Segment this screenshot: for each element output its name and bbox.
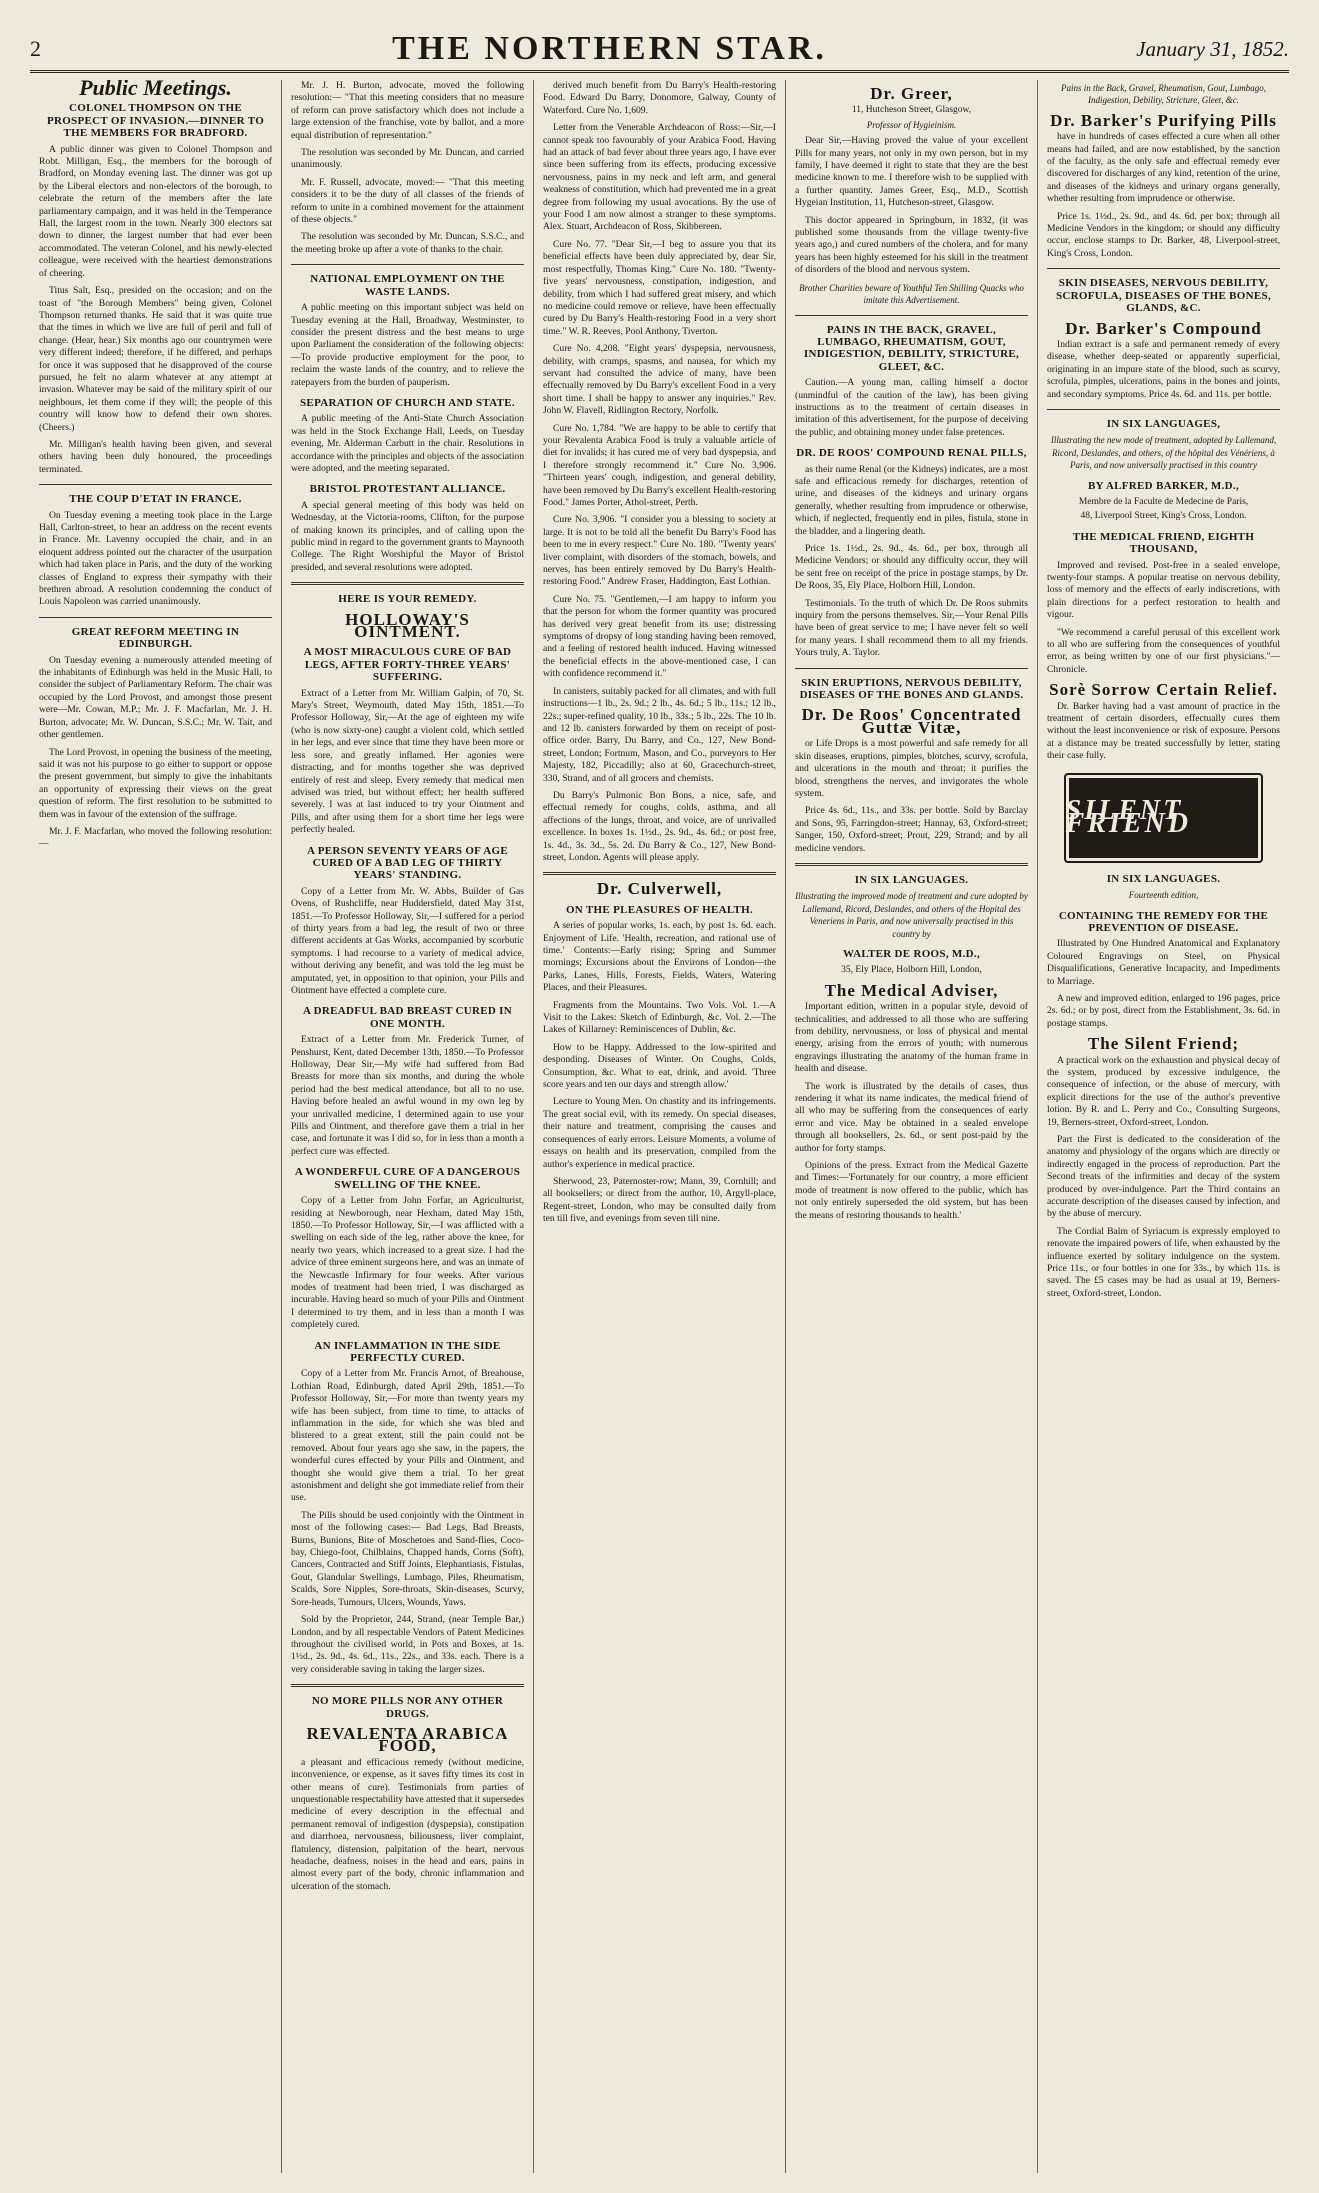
advert-paragraph: The work is illustrated by the details of cases, thus rendering it what its name indicates, the medical friend of all who may be suffering from the consequences of early error and vice. May be obtained in a sealed envelope through all booksellers, 2s. 6d., or sent post-paid by the author for forty stamps. [795, 1080, 1028, 1154]
advert-paragraph: Copy of a Letter from John Forfar, an Agriculturist, residing at Newborough, near Hexham, dated May 15th, 1850.—To Professor Holloway, Sir,—I was afflicted with a swelling on each side of the leg, rather above the knee, for nearly two years, which increased to a great size. I had the advice of three eminent surgeons here, and was an inmate of the Newcastle Infirmary for four weeks. After various modes of treatment had been tried, I was discharged as incurable. Having heard so much of your Pills and Ointment I determined to try them, and in less than a month I was completely cured. [291, 1195, 524, 1331]
divider [795, 668, 1028, 669]
advert-heading: IN SIX LANGUAGES. [1106, 872, 1221, 885]
columns [30, 80, 1289, 2173]
advert-brand: Dr. Barker's Compound [1065, 318, 1262, 338]
column-1 [30, 80, 282, 2173]
divider [795, 315, 1028, 316]
advert-paragraph: The Pills should be used conjointly with the Ointment in most of the following cases:— Bad Legs, Bad Breasts, Burns, Bunions, Bite of Moschetoes and Sand-flies, Coco-bay, Chiego-foot, Chilblains, Chapped hands, Corns (Soft), Cancers, Contracted and Stiff Joints, Elephantiasis, Fistulas, Gout, Glandular Swellings, Lumbago, Piles, Rheumatism, Scalds, Sore Nipples, Sore-throats, Skin-diseases, Scurvy, Sore-heads, Tumours, Ulcers, Wounds, Yaws. [291, 1509, 524, 1608]
advert-paragraph: Testimonials. To the truth of which Dr. De Roos submits inquiry from the persons themselves. Sir,—Your Renal Pills have been of great service to me; I have never felt so well for many years. I shall recommend them to all my friends. Yours truly, A. Taylor. [795, 597, 1028, 659]
page-number: 2 [30, 36, 41, 61]
advert-paragraph: Letter from the Venerable Archdeacon of Ross:—Sir,—I cannot speak too favourably of your Arabica Food. Having had an attack of bad fever about three years ago, I have ever since been suffering from its effects, producing excessive nervousness, pains in my neck and left arm, and general weakness of constitution, which had prevented me in a great degree from following my usual avocations. By the use of your Food I am now almost a stranger to these symptoms. Alex. Stuart, Archdeacon of Ross, Skibbereen. [543, 122, 776, 233]
advert-subheading: Professor of Hygieinism. [866, 119, 957, 130]
advert-brand: Dr. Culverwell, [596, 879, 723, 899]
advert-paragraph: Extract of a Letter from Mr. William Galpin, of 70, St. Mary's Street, Weymouth, dated May 15th, 1851.—To Professor Holloway, Sir,—At the age of eighteen my wife (who is now sixty-one) caught a violent cold, which settled in her legs, and ever since that time they have been more or less sore, and greatly inflamed. Her agonies were distracting, and for months together she was deprived entirely of rest and sleep. Every remedy that medical men advised was tried, but without effect; her health suffered severely. I was at last induced to try your Ointment and Pills, and after using them for a short time her legs were perfectly healed. [291, 687, 524, 836]
article-paragraph: Mr. J. H. Burton, advocate, moved the following resolution:— "That this meeting considers that no measure of reform can prove satisfactory which does not include a large extension of the franchise, vote by ballot, and a more equal distribution of representation." [291, 80, 524, 141]
advert-brand: The Medical Adviser, [824, 980, 999, 1000]
advert-brand: REVALENTA ARABICA FOOD, [306, 1723, 509, 1756]
advert-heading: IN SIX LANGUAGES. [854, 873, 969, 886]
advert-paragraph: Important edition, written in a popular style, devoid of technicalities, and addressed to all those who are suffering from debility, nervousness, or loss of physical and mental energy, arising from the errors of youth; with numerous engravings illustrating the anatomy of the human frame in health and disease. [795, 1001, 1028, 1075]
advert-paragraph: Improved and revised. Post-free in a sealed envelope, twenty-four stamps. A popular treatise on nervous debility, loss of memory and the effects of early indiscretions, with plain directions for a perfect restoration to health and vigour. [1047, 559, 1280, 621]
article-heading: COLONEL THOMPSON ON THE PROSPECT OF INVASION.—DINNER TO THE MEMBERS FOR BRADFORD. [46, 102, 265, 140]
advert-heading: PAINS IN THE BACK, GRAVEL, LUMBAGO, RHEUMATISM, GOUT, INDIGESTION, DEBILITY, STRICTURE, GLEET, &C. [803, 323, 1020, 373]
article-paragraph: Mr. F. Russell, advocate, moved:— "That this meeting considers it to be the duty of all classes of the friends of reform to unite in a combined movement for the attainment of these objects." [291, 176, 524, 226]
advert-paragraph: Fragments from the Mountains. Two Vols. Vol. 1.—A Visit to the Lakes: Sketch of Edinburgh, &c. Vol. 2.—The Lakes of Killarney: Reminiscences of Dublin, &c. [543, 999, 776, 1036]
advert-address: 48, Liverpool Street, King's Cross, London. [1080, 511, 1247, 522]
advert-paragraph: Extract of a Letter from Mr. Frederick Turner, of Penshurst, Kent, dated December 13th, 1850.—To Professor Holloway, Dear Sir,—My wife had suffered from Bad Breasts for more than six months, and during the whole period had the best medical attendance, but all to no use. Having before healed an awful wound in my own leg by your unrivalled medicine, I determined again to use your Pills and Ointment, and therefore gave them a trial in her case, and fortunate it was I did so, for in less than a month a perfect cure was effected. [291, 1034, 524, 1157]
advert-paragraph: Part the First is dedicated to the consideration of the anatomy and physiology of the organs which are directly or indirectly engaged in the process of reproduction. Part the Second treats of the infirmities and decay of the system produced by over-indulgence. Part the Third contains an accurate description of the diseases caused by infection, and by the abuse of mercury. [1047, 1134, 1280, 1220]
article-paragraph: A public meeting on this important subject was held on Tuesday evening at the Hall, Broadway, Westminster, to consider the present distress and the best means to urge upon Parliament the consideration of the following objects:—To provide productive employment for the poor, to reclaim the waste lands of the country, and to relieve the ratepayers from the burden of pauperism. [291, 302, 524, 388]
advert-author: WALTER DE ROOS, M.D., [843, 947, 980, 960]
advert-paragraph: Lecture to Young Men. On chastity and its infringements. The great social evil, with its remedy. On special diseases, their nature and treatment, comprising the causes and consequences of early errors. Leisure Moments, a volume of essays on health and its preservation, compiled from the author's experience in medical practice. [543, 1096, 776, 1170]
advert-heading: SKIN DISEASES, NERVOUS DEBILITY, SCROFULA, DISEASES OF THE BONES, GLANDS, &C. [1056, 277, 1271, 315]
advert-paragraph: Cure No. 4,208. "Eight years' dyspepsia, nervousness, debility, with cramps, spasms, and nausea, for which my servant had consulted the advice of many, have been effectually removed by Du Barry's excellent Food in a very short time. I shall be happy to answer any inquiries." Rev. John W. Flavell, Ridlington Rectory, Norfolk. [543, 343, 776, 417]
advert-paragraph: How to be Happy. Addressed to the low-spirited and desponding. Diseases of Winter. On Coughs, Colds, Consumption, &c. What to eat, drink, and avoid. 'Three score years and ten our days and strength allow.' [543, 1041, 776, 1091]
advert-heading: SKIN ERUPTIONS, NERVOUS DEBILITY, DISEASES OF THE BONES AND GLANDS. [799, 676, 1024, 702]
advert-heading: THE MEDICAL FRIEND, EIGHTH THOUSAND, [1072, 530, 1255, 556]
advert-heading: CONTAINING THE REMEDY FOR THE PREVENTION OF DISEASE. [1058, 909, 1269, 934]
article-paragraph: A public dinner was given to Colonel Thompson and Robt. Milligan, Esq., the members for the borough of Bradford, on Monday evening last. The dinner was got up by the Liberal electors and non-electors of the borough, to celebrate the return of the members after the late parliamentary campaign, and it was held in the Temperance Hall, the largest room in the town. Nearly 300 electors sat down to dinner, the largest number that had ever been accommodated. The veteran Colonel, and his newly-elected colleague, were received with the heartiest demonstrations of cheering. [39, 143, 272, 279]
advert-heading: NO MORE PILLS NOR ANY OTHER DRUGS. [311, 1695, 504, 1720]
advert-subheading: AN INFLAMMATION IN THE SIDE PERFECTLY CURED. [314, 1339, 501, 1364]
advert-subheading: Illustrating the improved mode of treatment and cure adopted by Lallemand, Ricord, Deslandes, and others of the Hopital des Veneriens in Paris, and now universally practised in this country by [795, 891, 1028, 939]
advert-address: 11, Hutcheson Street, Glasgow, [851, 105, 972, 116]
divider [795, 863, 1028, 866]
divider [291, 582, 524, 585]
divider [291, 1684, 524, 1687]
advert-paragraph: A series of popular works, 1s. each, by post 1s. 6d. each. Enjoyment of Life. 'Health, recreation, and rational use of time.' Contents:—Early rising; Spring and Summer mornings; Excursions about the Environs of London—the Parks, Lanes, Hills, Forests, Fields, Waters, Watering Places, and their Pleasures. [543, 920, 776, 994]
article-paragraph: The Lord Provost, in opening the business of the meeting, said it was not his purpose to go either to support or oppose the present government, but simply to give the inhabitants an opportunity of expressing their views on the great question of reform. The first resolution to be submitted to them was in favour of the extension of the suffrage. [39, 746, 272, 820]
advert-brand: Dr. De Roos' Concentrated Guttæ Vitæ, [801, 705, 1022, 737]
article-paragraph: The resolution was seconded by Mr. Duncan, S.S.C., and the meeting broke up after a vote of thanks to the chair. [291, 231, 524, 255]
advert-paragraph: The Cordial Balm of Syriacum is expressly employed to renovate the impaired powers of life, when exhausted by the influence exerted by solitary indulgence on the system. Price 11s., or four bottles in one for 33s., by which 11s. is saved. The £5 cases may be had as usual at 19, Berners-street, Oxford-street, London. [1047, 1225, 1280, 1299]
divider [1047, 268, 1280, 269]
advert-paragraph: In canisters, suitably packed for all climates, and with full instructions—1 lb., 2s. 9d.; 2 lb., 4s. 6d.; 5 lb., 11s.; 12 lb., 22s.; super-refined quality, 10 lb., 33s.; 5 lb., 22s. The 10 lb. and 12 lb. canisters forwarded by them on receipt of post-office order. Barry, Du Barry, and Co., 127, New Bond-street, London; Fortnum, Mason, and Co., purveyors to Her Majesty, 182, Piccadilly; also at 60, Gracechurch-street, 330, Strand, and of all grocers and chemists. [543, 685, 776, 784]
advert-paragraph: Dr. Barker having had a vast amount of practice in the treatment of certain disorders, effectually cures them without the least inconvenience or risk of exposure. Persons at a distance may be treated successfully by letter, stating their case fully. [1047, 700, 1280, 762]
advert-paragraph: Sherwood, 23, Paternoster-row; Mann, 39, Cornhill; and all booksellers; or direct from the author, 10, Argyll-place, Regent-street, London, who may be consulted daily from ten till five, and evenings from seven till nine. [543, 1175, 776, 1225]
section-heading: Public Meetings. [79, 80, 232, 100]
article-heading: BRISTOL PROTESTANT ALLIANCE. [309, 483, 506, 496]
advert-paragraph: "We recommend a careful perusal of this excellent work to all who are suffering from the consequences of youthful error, as being written by one of our first physicians."—Chronicle. [1047, 626, 1280, 675]
article-heading: SEPARATION OF CHURCH AND STATE. [300, 396, 515, 409]
advert-brand: Dr. Barker's Purifying Pills [1050, 110, 1277, 130]
advert-paragraph: have in hundreds of cases effected a cure when all other means had failed, and are now established, by the sanction of the faculty, as the only safe and effectual remedy ever discovered for discharges of any kind, retention of the urine, and diseases of the kidneys and urinary organs generally, whether resulting from imprudence or otherwise. [1047, 131, 1280, 205]
advert-subheading: A DREADFUL BAD BREAST CURED IN ONE MONTH. [303, 1005, 512, 1030]
issue-date: January 31, 1852. [1136, 36, 1289, 61]
advert-paragraph: Cure No. 75. "Gentlemen,—I am happy to inform you that the person for whom the former quantity was procured has derived very great benefit from its use; distressing symptoms of dropsy of long standing having been removed, and a feeling of restored health induced. Having witnessed the beneficial effects in the above-mentioned case, I can with confidence recommend it." [543, 593, 776, 680]
article-heading: GREAT REFORM MEETING IN EDINBURGH. [71, 625, 240, 651]
divider [291, 264, 524, 265]
advert-paragraph: A practical work on the exhaustion and physical decay of the system, produced by excessive indulgence, the consequence of infection, or the abuse of mercury, with explicit directions for the use of the author's preventive lotion. By R. and L. Perry and Co., Consulting Surgeons, 19, Berners-street, Oxford-street, London. [1047, 1054, 1280, 1128]
advert-brand: HOLLOWAY'S OINTMENT. [345, 609, 470, 642]
article-paragraph: On Tuesday evening a numerously attended meeting of the inhabitants of Edinburgh was held in the Music Hall, to consider the subject of Parliamentary Reform. The chair was occupied by the Lord Provost, and amongst those present were—Mr. Cowan, M.P.; Mr. J. F. Macfarlan, Mr. J. H. Burton, advocate; Mr. W. Duncan, S.S.C.; Mr. W. Tait, and other gentlemen. [39, 654, 272, 741]
advert-paragraph: Illustrated by One Hundred Anatomical and Explanatory Coloured Engravings on Steel, on Physical Disqualifications, Generative Incapacity, and Impediments to Marriage. [1047, 938, 1280, 987]
advert-subheading: Illustrating the new mode of treatment, adopted by Lallemand, Ricord, Deslandes, and others, of the hôpital des Vénériens, à Paris, and now universally practised in this country [1050, 435, 1277, 471]
advert-heading: DR. DE ROOS' COMPOUND RENAL PILLS, [796, 447, 1027, 460]
advert-heading: IN SIX LANGUAGES, [1106, 417, 1221, 430]
column-2 [282, 80, 534, 2173]
divider [1047, 409, 1280, 410]
article-paragraph: On Tuesday evening a meeting took place in the Large Hall, Carlton-street, to hear an address on the recent events in France. Mr. Lavenny occupied the chair, and in an eloquent address pointed out the character of the usurpation which had taken place in Paris, and the duty of the working classes of England to express their sympathy with their brethren abroad. A resolution condemning the conduct of Louis Napoleon was carried unanimously. [39, 509, 272, 608]
advert-paragraph: Copy of a Letter from Mr. Francis Arnot, of Breahouse, Lothian Road, Edinburgh, dated April 29th, 1851.—To Professor Holloway, Sir,—For more than twenty years my wife has been subject, from time to time, to attacks of inflammation in the side, for which she was bled and blistered to a great extent, still the pain could not be removed. About four years ago she saw, in the papers, the wonderful cures effected by your Pills and Ointment, and thought she would give them a trial. To her great astonishment and delight she got immediate relief from their use. [291, 1368, 524, 1504]
article-heading: THE COUP D'ETAT IN FRANCE. [69, 493, 242, 506]
advert-intro: Pains in the Back, Gravel, Rheumatism, Gout, Lumbago, Indigestion, Debility, Stricture, Gleet, &c. [1061, 83, 1266, 106]
advert-subheading: A PERSON SEVENTY YEARS OF AGE CURED OF A BAD LEG OF THIRTY YEARS' STANDING. [307, 844, 508, 882]
advert-paragraph: A new and improved edition, enlarged to 196 pages, price 2s. 6d.; or by post, direct from the Establishment, 3s. 6d. in postage stamps. [1047, 992, 1280, 1029]
article-paragraph: The resolution was seconded by Mr. Duncan, and carried unanimously. [291, 147, 524, 171]
advert-paragraph: Cure No. 77. "Dear Sir,—I beg to assure you that its beneficial effects have been duly appreciated by, dear Sir, most respectfully, Thomas King." Cure No. 180. "Twenty-five years' nervousness, constipation, indigestion, and debility, from which I had suffered great misery, and which no medicine could remove or relieve, have been effectually cured by Du Barry's Health-restoring Food in a very short time." W. R. Reeves, Pool Anthony, Tiverton. [543, 238, 776, 337]
advert-subheading: ON THE PLEASURES OF HEALTH. [565, 903, 754, 916]
advert-paragraph: Sold by the Proprietor, 244, Strand, (near Temple Bar,) London, and by all respectable Vendors of Patent Medicines throughout the civilised world, in Pots and Boxes, at 1s. 1½d., 2s. 9d., 4s. 6d., 11s., 22s., and 33s. each. There is a very considerable saving in taking the larger sizes. [291, 1614, 524, 1675]
advert-paragraph: Indian extract is a safe and permanent remedy of every disease, whether deep-seated or apparently superficial, originating in an impure state of the blood, such as scurvy, scrofula, pimples, ulcerations, pains in the bones and joints, and secondary symptoms. Price 4s. 6d. and 11s. per bottle. [1047, 338, 1280, 400]
advert-address: 35, Ely Place, Holborn Hill, London, [841, 965, 982, 976]
advert-member: Membre de la Faculte de Medecine de Paris, [1078, 496, 1249, 507]
advert-paragraph: Opinions of the press. Extract from the Medical Gazette and Times:—'Fortunately for our country, a more efficient mode of treatment is now offered to the public, which has not only entirely superseded the old system, but has been the means of restoring thousands to health.' [795, 1160, 1028, 1221]
advert-paragraph: as their name Renal (or the Kidneys) indicates, are a most safe and efficacious remedy for discharges, retention of urine, and diseases of the kidneys and urinary organs generally, whether resulting from imprudence or otherwise, which, if neglected, frequently end in piles, fistula, stone in the bladder, and a lingering death. [795, 463, 1028, 537]
advert-paragraph: derived much benefit from Du Barry's Health-restoring Food. Edward Du Barry, Donomore, Galway, County of Waterford. Cure No. 1,609. [543, 80, 776, 116]
divider [39, 617, 272, 618]
silent-friend-banner: SILENT FRIEND [1064, 773, 1264, 863]
advert-paragraph: or Life Drops is a most powerful and safe remedy for all skin diseases, eruptions, pimples, blotches, scurvy, scrofula, and ulcerations in the mouth and throat; it purifies the blood, strengthens the nerves, and invigorates the whole system. [795, 738, 1028, 799]
article-paragraph: Titus Salt, Esq., presided on the occasion; and on the toast of "the Borough Members" being given, Colonel Thompson returned thanks. He said that it was quite true that the times in which we live are full of peril and full of change. (Hear, hear.) Six months ago our countrymen were very different indeed; therefore, if he differed, and perhaps for once it was supposed that he disapproved of the course pursued, he felt no alarm whatever at any attempt at invasion. Whatever may be said of the military spirit of our neighbours, let them come if they will; the people of this country will know how to defend their own shores. (Cheers.) [39, 285, 272, 433]
advert-subheading: A WONDERFUL CURE OF A DANGEROUS SWELLING OF THE KNEE. [294, 1166, 521, 1191]
advert-paragraph: Caution.—A young man, calling himself a doctor (unmindful of the caution of the law), has been giving instructions as to the treatment of certain diseases in imitation of this advertisement, for the purpose of deceiving the public, and obtaining money under false pretences. [795, 377, 1028, 438]
masthead [30, 28, 1289, 73]
advert-paragraph: Price 1s. 1½d., 2s. 9d., 4s. 6d., per box, through all Medicine Vendors; or should any difficulty occur, they will be sent free on receipt of the price in postage stamps, by Dr. De Roos, 35, Ely Place, Holborn Hill, London. [795, 543, 1028, 592]
advert-subheading: A MOST MIRACULOUS CURE OF BAD LEGS, AFTER FORTY-THREE YEARS' SUFFERING. [303, 646, 512, 684]
advert-brand: The Silent Friend; [1087, 1034, 1240, 1054]
advert-paragraph: Dear Sir,—Having proved the value of your excellent Pills for many years, not only in my own person, but in my family, I have deemed it right to state that they are the best medicine known to me. I therefore wish to be supplied with a further quantity. James Greer, Esq., M.D., Scottish Hygeian Institution, 11, Hutcheson-street, Glasgow. [795, 135, 1028, 209]
advert-paragraph: a pleasant and efficacious remedy (without medicine, inconvenience, or expense, as it saves fifty times its cost in other means of cure). Testimonials from parties of unquestionable respectability have attested that it supersedes medicine of every description in the effectual and permanent removal of indigestion (dyspepsia), constipation and diarrhoea, nervousness, biliousness, liver complaint, flatulency, distension, palpitation of the heart, nervous headache, deafness, noises in the head and ears, pains in almost every part of the body, chronic inflammation and ulceration of the stomach. [291, 1756, 524, 1892]
advert-paragraph: Price 1s. 1½d., 2s. 9d., and 4s. 6d. per box; through all Medicine Vendors in the kingdom; or should any difficulty occur, enclose stamps to Dr. Barker, 48, Liverpool-street, King's Cross, London. [1047, 210, 1280, 259]
advert-brand: Sorè Sorrow Certain Relief. [1049, 680, 1278, 700]
article-paragraph: A public meeting of the Anti-State Church Association was held in the Stock Exchange Hall, Leeds, on Tuesday evening, Mr. Alderman Carbutt in the chair. Resolutions in accordance with the principles and objects of the association were adopted, and the meeting separated. [291, 413, 524, 474]
advert-heading: HERE IS YOUR REMEDY. [338, 593, 477, 606]
newspaper-title: THE NORTHERN STAR. [392, 30, 827, 67]
advert-edition: Fourteenth edition, [1128, 890, 1199, 901]
column-5 [1038, 80, 1289, 2173]
advert-paragraph: Cure No. 1,784. "We are happy to be able to certify that your Revalenta Arabica Food is truly a valuable article of diet for invalids; it has cured me of very bad dyspepsia, and I therefore strongly recommend it." Cure No. 3,906. "Thirteen years' cough, indigestion, and general debility, have been removed by Du Barry's excellent Health-restoring Food." James Porter, Athol-street, Perth. [543, 422, 776, 508]
column-4 [786, 80, 1038, 2173]
advert-caution: Brother Charities beware of Youthful Ten Shilling Quacks who imitate this Advertisement. [799, 282, 1024, 306]
article-paragraph: Mr. J. F. Macfarlan, who moved the following resolution:— [39, 825, 272, 850]
advert-paragraph: This doctor appeared in Springburn, in 1832, (it was published some thousands from the village twenty-five years ago,) and cured numbers of the cholera, and for many years has been highly esteemed for his skill in the treatment of disorders of the blood and nervous system. [795, 214, 1028, 276]
article-paragraph: A special general meeting of this body was held on Wednesday, at the Victoria-rooms, Clifton, for the purpose of making known its principles, and of calling upon the public mind in regard to the government grants to Maynooth College. The Right Worshipful the Mayor of Bristol presided, and several resolutions were adopted. [291, 499, 524, 573]
divider [39, 484, 272, 485]
advert-author: BY ALFRED BARKER, M.D., [1087, 479, 1240, 492]
divider [543, 872, 776, 875]
article-paragraph: Mr. Milligan's health having been given, and several others having been duly honoured, the proceedings terminated. [39, 438, 272, 475]
advert-paragraph: Du Barry's Pulmonic Bon Bons, a nice, safe, and effectual remedy for coughs, colds, asthma, and all affections of the lungs, throat, and voice, are of unrivalled excellence. In boxes 1s. 1½d., 2s. 9d., 4s. 6d.; or post free, 1s. 4d., 3s. 3d., 5s. 2d. Du Barry & Co., 127, New Bond-street, London. Agents will please apply. [543, 789, 776, 863]
advert-brand: Dr. Greer, [870, 84, 953, 103]
advert-paragraph: Cure No. 3,906. "I consider you a blessing to society at large. It is not to be told all the benefit Du Barry's Food has been to me in every respect." Cure No. 180. "Twenty years' liver complaint, with disorders of the stomach, bowels, and nerves, has been entirely removed by Du Barry's Health-restoring Food." Andrew Fraser, Haddington, East Lothian. [543, 514, 776, 588]
advert-paragraph: Copy of a Letter from Mr. W. Abbs, Builder of Gas Ovens, of Rushcliffe, near Huddersfield, dated May 31st, 1851.—To Professor Holloway, Sir,—I suffered for a period of thirty years from a bad leg, the result of two or three different accidents at Gas Works, accompanied by scorbutic symptoms. I had recourse to a variety of medical advice, without deriving any benefit, and was told the leg must be amputated, yet, in opposition to that opinion, your Pills and Ointment have effected a complete cure. [291, 885, 524, 996]
column-3 [534, 80, 786, 2173]
article-heading: NATIONAL EMPLOYMENT ON THE WASTE LANDS. [310, 273, 505, 298]
advert-paragraph: Price 4s. 6d., 11s., and 33s. per bottle. Sold by Barclay and Sons, 95, Farringdon-street; Hannay, 63, Oxford-street; Sanger, 150, Oxford-street; Prout, 229, Strand; and by all medicine vendors. [795, 805, 1028, 854]
